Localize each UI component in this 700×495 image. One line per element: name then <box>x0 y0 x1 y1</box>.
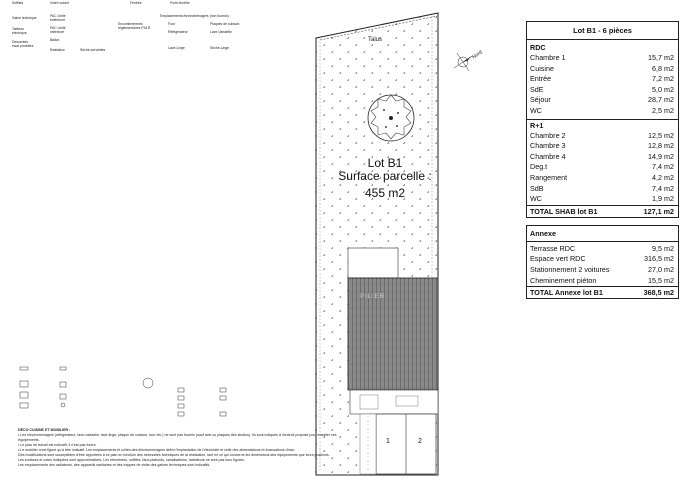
lot-title: Lot B1 <box>367 156 403 170</box>
legend-item: Emplacements électroménagers (non fournis) : <box>160 14 231 18</box>
table-row <box>527 141 678 152</box>
room-name: Chambre 3 <box>530 141 566 151</box>
legend-item: Volet roulant <box>50 1 69 5</box>
legend-symbols <box>20 367 226 416</box>
rdc-title: RDC <box>530 43 546 52</box>
tree-icon <box>368 95 414 141</box>
r1-title: R+1 <box>527 119 678 131</box>
room-area: 2,5 m2 <box>652 105 674 115</box>
habitable-area-box <box>526 21 679 218</box>
table-row <box>527 173 678 184</box>
table-row <box>527 265 678 276</box>
room-name: Chambre 2 <box>530 130 566 140</box>
talus-label: Talus <box>368 37 383 43</box>
total-annexe-label: TOTAL Annexe lot B1 <box>530 288 603 298</box>
room-name: Séjour <box>530 95 551 105</box>
total-annexe-row <box>527 286 678 298</box>
room-area: 4,2 m2 <box>652 172 674 182</box>
terrace <box>348 248 398 278</box>
legend-item: Encombrements réglementaires P.M.R. <box>118 22 152 30</box>
north-arrow-icon <box>454 53 472 71</box>
legend-item: Lave-Vaisselle <box>210 30 232 34</box>
legend-item: Tableau électrique <box>12 27 27 35</box>
room-name: WC <box>530 194 542 204</box>
legend-item: Porte-fenêtre <box>170 1 190 5</box>
room-area: 7,4 m2 <box>652 162 674 172</box>
legend-item: Réfrigérateur <box>168 30 188 34</box>
annexe-title: Annexe <box>527 226 678 242</box>
legend-item: PAC Unité extérieure <box>50 14 66 22</box>
table-row <box>527 131 678 142</box>
note: Des modifications sont susceptibles d'être apportées à ce plan en fonction des nécessités techniques de la réalisation, tant en ce qui concerne les dimensions des équipements que leurs positions. <box>18 453 330 457</box>
room-name: Deg.t <box>530 162 548 172</box>
room-area: 316,5 m2 <box>644 254 674 264</box>
total-shab-row <box>527 205 678 217</box>
note: • Le mobilier n'est figuré qu'à titre indicatif. Les emplacements et celles des électroménagers défini l'implantation de l'électricité et celle des alimentations et évacuations d'eau. <box>18 448 296 452</box>
legend-item: PAC Unité intérieure <box>50 26 66 34</box>
room-name: Chambre 1 <box>530 53 566 62</box>
room-name: Espace vert RDC <box>530 254 586 264</box>
surface-value: 455 m2 <box>364 186 406 200</box>
room-name: Terrasse RDC <box>530 243 576 253</box>
room-name: SdB <box>530 183 544 193</box>
parking-spot-1-label: 1 <box>386 438 390 445</box>
legend-item: Sèche-Linge <box>210 46 230 50</box>
room-area: 5,0 m2 <box>652 84 674 94</box>
note: Les surfaces et cotes indiquées sont approximatives. Les retombées, soffites, faux-plafonds, canalisations, radiateurs ne sont pas tous figurés. <box>18 458 245 462</box>
legend-item: Plaques de cuisson <box>210 22 240 26</box>
table-row <box>527 85 678 96</box>
total-shab-label: TOTAL SHAB lot B1 <box>530 206 598 216</box>
room-area: 12,8 m2 <box>648 141 674 151</box>
room-area: 15,7 m2 <box>648 53 674 62</box>
table-row <box>527 95 678 106</box>
note: Les emplacements des radiateurs, des appareils sanitaires et des trappes de visite des gaines techniques sont indicatifs. <box>18 463 211 467</box>
legend-item: Gaine technique <box>12 16 37 20</box>
legend-item: Radiateur <box>50 48 65 52</box>
room-name: Cheminement piéton <box>530 275 597 285</box>
table-row <box>527 194 678 205</box>
room-name: Cuisine <box>530 63 554 73</box>
room-name: Rangement <box>530 172 568 182</box>
legend-item: Descentes eaux pluviales <box>12 40 34 48</box>
parking-spot-2-label: 2 <box>418 438 422 445</box>
room-area: 7,2 m2 <box>652 74 674 84</box>
total-annexe-value: 368,5 m2 <box>643 288 674 298</box>
room-area: 15,5 m2 <box>648 275 674 285</box>
note: • Les électroménagers (réfrigérateur, lave-vaisselle, lave-linge, plaque de cuisson, four etc.) ne sont pas fournis (sauf avis ou plaques des studios). Ils sont indiqués à l'endroit proposé pour installer ces équipements. <box>18 433 337 442</box>
legend-item: Soffites <box>12 1 24 5</box>
room-name: Chambre 4 <box>530 151 566 161</box>
table-row <box>527 184 678 195</box>
watermark: PILIER <box>360 294 386 300</box>
table-row <box>527 152 678 163</box>
legend-item: Sèche-serviettes <box>80 48 106 52</box>
table-row <box>527 53 678 64</box>
area-table <box>526 21 679 306</box>
room-area: 14,9 m2 <box>648 151 674 161</box>
table-row <box>527 276 678 287</box>
table-row <box>527 254 678 265</box>
legend-item: Four <box>168 22 175 26</box>
legend-item: Fenêtre <box>130 1 142 5</box>
legend-item: Lave-Linge <box>168 46 185 50</box>
notes-title: DÉCO CUISINE ET MOBILIER : <box>18 428 71 432</box>
room-area: 12,5 m2 <box>648 130 674 140</box>
table-row <box>527 162 678 173</box>
annexe-box <box>526 225 679 299</box>
annex-building <box>350 390 438 414</box>
room-area: 9,5 m2 <box>652 243 674 253</box>
room-area: 7,4 m2 <box>652 183 674 193</box>
room-area: 1,9 m2 <box>652 194 674 204</box>
table-row <box>527 74 678 85</box>
total-shab-value: 127,1 m2 <box>643 206 674 216</box>
legend-notes <box>18 428 348 468</box>
room-name: WC <box>530 105 542 115</box>
legend-item: Ballon <box>50 38 60 42</box>
table-row <box>527 244 678 255</box>
note: • Le plan de travail est indicatif, il n'est pas fourni. <box>18 443 97 447</box>
room-area: 27,0 m2 <box>648 264 674 274</box>
room-name: SdE <box>530 84 544 94</box>
room-area: 6,8 m2 <box>652 63 674 73</box>
table-row <box>527 106 678 117</box>
room-name: Stationnement 2 voitures <box>530 264 610 274</box>
table-title: Lot B1 - 6 pièces <box>527 22 678 40</box>
surface-label: Surface parcelle : <box>338 169 432 183</box>
room-area: 28,7 m2 <box>648 95 674 105</box>
table-row <box>527 64 678 75</box>
room-name: Entrée <box>530 74 552 84</box>
north-label: Nord <box>471 49 484 61</box>
